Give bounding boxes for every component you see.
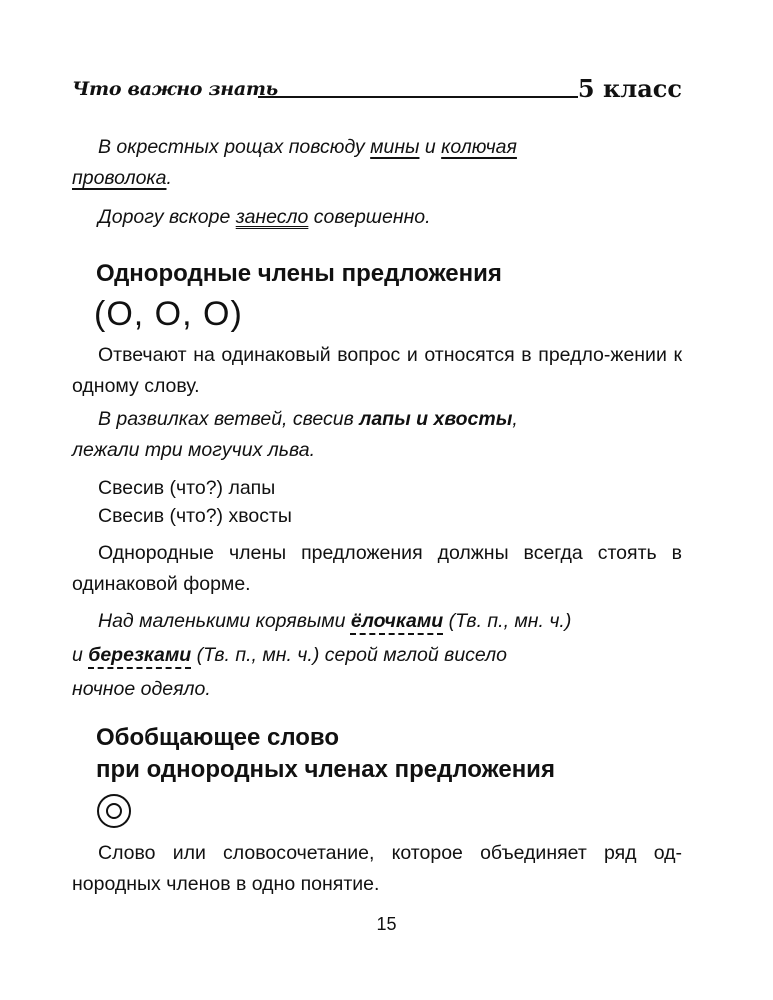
example-sentence-3: В развилках ветвей, свесив лапы и хвосты, лежали три могучих льва. <box>72 408 518 461</box>
grade-label: 5 класс <box>577 74 682 103</box>
page-number: 15 <box>376 914 397 934</box>
rule-text: Однородные члены предложения должны всегда стоять в одинаковой форме. <box>72 542 682 595</box>
homogeneous-scheme: (О, О, О) <box>94 295 243 333</box>
example-sentence-2: Дорогу вскоре занесло совершенно. <box>98 206 431 228</box>
generalizing-word-icon <box>97 794 131 828</box>
subject-word: мины <box>370 136 420 158</box>
definition-text: Отвечают на одинаковый вопрос и относятся в предло-жении к одному слову. <box>72 344 682 397</box>
section-heading-2: Обобщающее слово при однородных членах предложения <box>96 724 555 783</box>
question-line: Свесив (что?) лапы <box>98 477 276 499</box>
predicate-word: занесло <box>235 206 309 228</box>
subject-word: проволока <box>72 167 167 189</box>
section-heading: Однородные члены предложения <box>96 260 502 287</box>
example-sentence-1: В окрестных рощах повсюду мины и колючая проволока. <box>72 136 517 189</box>
definition-text-2: Слово или словосочетание, которое объединяет ряд од-нородных членов в одно понятие. <box>72 842 682 895</box>
header-rule <box>258 96 578 98</box>
homogeneous-member: ёлочками <box>350 610 444 632</box>
homogeneous-member: березками <box>88 644 192 666</box>
question-line: Свесив (что?) хвосты <box>98 505 292 527</box>
page-header <box>72 72 682 112</box>
example-sentence-4: Над маленькими корявыми ёлочками (Тв. п., мн. ч.) и березками (Тв. п., мн. ч.) серой мглой висело ночное одеяло. <box>72 610 572 700</box>
question-list <box>72 474 682 530</box>
section-title: Что важно знать <box>72 78 278 100</box>
subject-word: колючая <box>441 136 517 158</box>
homogeneous-members: лапы и хвосты <box>359 408 513 430</box>
